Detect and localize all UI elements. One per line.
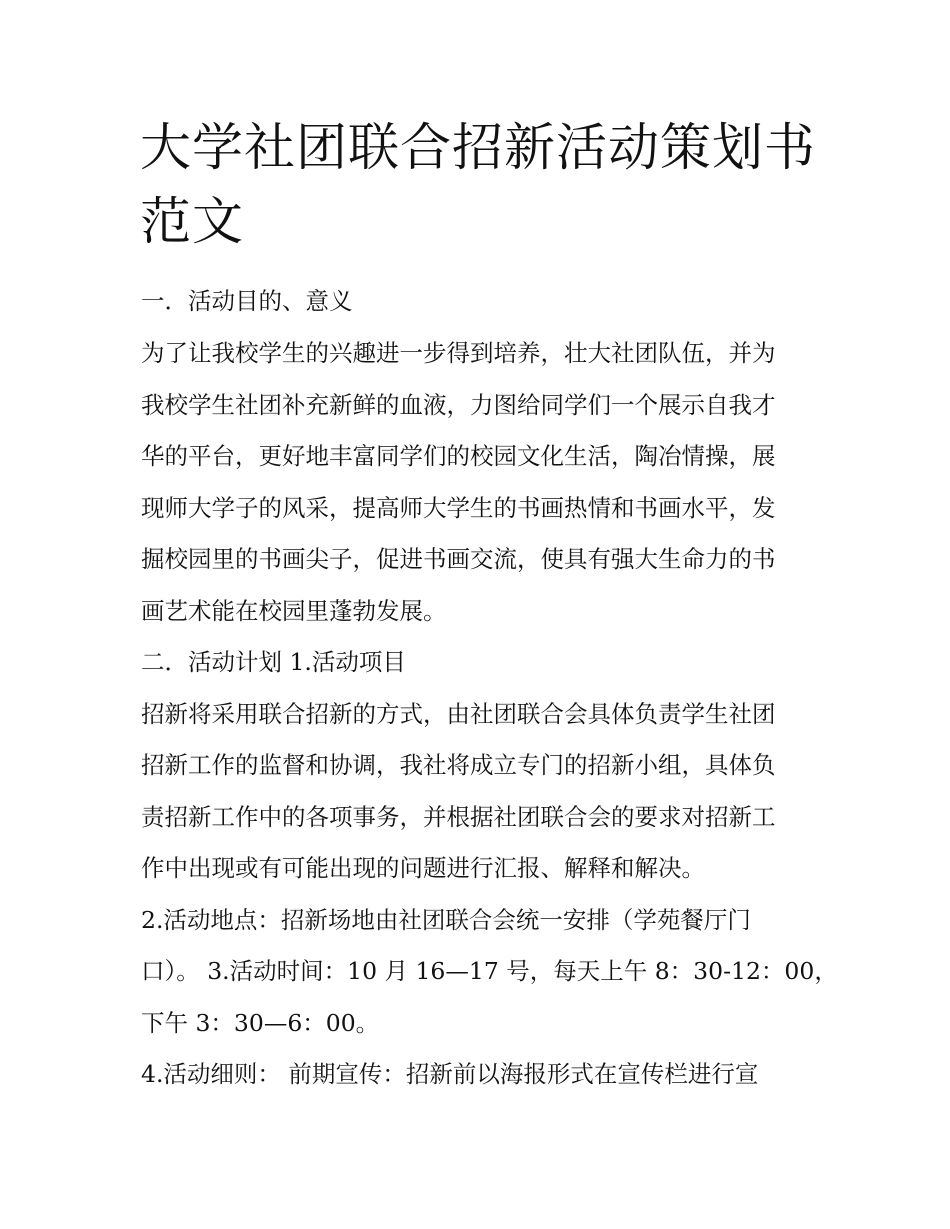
paragraph-line: 华的平台，更好地丰富同学们的校园文化生活，陶冶情操，展 bbox=[141, 442, 776, 470]
paragraph-line: 下午 3：30—6：00。 bbox=[141, 1009, 380, 1037]
paragraph-line: 画艺术能在校园里蓬勃发展。 bbox=[141, 597, 447, 625]
paragraph-line: 招新工作的监督和协调，我社将成立专门的招新小组，具体负 bbox=[141, 751, 776, 779]
paragraph-line: 掘校园里的书画尖子，促进书画交流，使具有强大生命力的书 bbox=[141, 545, 776, 573]
paragraph-line: 作中出现或有可能出现的问题进行汇报、解释和解决。 bbox=[141, 854, 705, 882]
paragraph-line: 现师大学子的风采，提高师大学生的书画热情和书画水平，发 bbox=[141, 494, 776, 522]
paragraph-line: 我校学生社团补充新鲜的血液，力图给同学们一个展示自我才 bbox=[141, 391, 776, 419]
section-heading: 二．活动计划 1.活动项目 bbox=[141, 648, 406, 676]
section-heading: 一．活动目的、意义 bbox=[141, 287, 353, 315]
paragraph-line: 招新将采用联合招新的方式，由社团联合会具体负责学生社团 bbox=[141, 700, 776, 728]
paragraph-line: 4.活动细则： 前期宣传：招新前以海报形式在宣传栏进行宣 bbox=[141, 1060, 759, 1088]
paragraph-line: 口）。 3.活动时间：10 月 16—17 号，每天上午 8：30-12：00， bbox=[141, 957, 838, 985]
paragraph-line: 责招新工作中的各项事务，并根据社团联合会的要求对招新工 bbox=[141, 803, 776, 831]
document-title: 大学社团联合招新活动策划书范文 bbox=[140, 119, 817, 252]
paragraph-line: 为了让我校学生的兴趣进一步得到培养，壮大社团队伍，并为 bbox=[141, 339, 776, 367]
paragraph-line: 2.活动地点：招新场地由社团联合会统一安排（学苑餐厅门 bbox=[141, 906, 751, 934]
